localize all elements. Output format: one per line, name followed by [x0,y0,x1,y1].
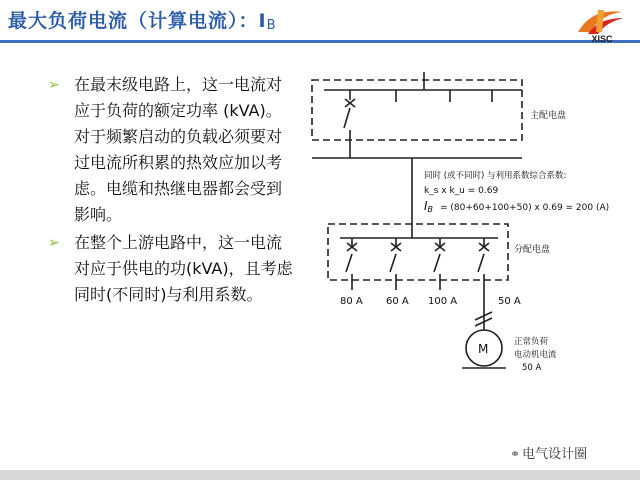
bullet-list [48,72,294,310]
main-panel-box [312,80,522,140]
wechat-icon: ⚭ [510,447,521,461]
motor-caption-2: 电动机电流 [514,350,557,360]
page-title [8,6,277,33]
ib-formula: = (80+60+100+50) x 0.69 = 200 (A) [440,203,610,213]
branch-breakers [346,238,489,330]
circuit-diagram [300,68,630,388]
sub-panel-label: 分配电盘 [514,245,551,255]
motor-caption-3: 50 A [522,363,542,373]
footer-bar [0,470,640,480]
bullet-text: 在最末级电路上，这一电流对应于负荷的额定功率 (kVA)。对于频繁启动的负载必须要对过电流所积累的热效应加以考虑。电缆和热继电器都会受到影响。 [74,75,283,224]
branch-current-1: 80 A [340,296,363,307]
branch-current-4: 50 A [498,296,521,307]
title-symbol: I [258,10,267,32]
title-text: 最大负荷电流（计算电流）： [8,10,259,32]
main-panel-label: 主配电盘 [530,111,567,121]
watermark [510,443,587,462]
main-breaker-switch [344,108,350,128]
watermark-text: 电气设计圈 [522,447,588,462]
bullet-arrow-icon: ➢ [48,77,60,93]
motor-symbol: M [478,342,489,356]
sub-panel-box [328,224,508,280]
factor-note: 同时 (或不同时) 与利用系数综合系数: [424,171,567,181]
bullet-item [48,72,294,228]
ks-ku-value: k_s x k_u = 0.69 [424,186,499,196]
branch-current-3: 100 A [428,296,458,307]
bullet-item [48,230,294,308]
bullet-text: 在整个上游电路中，这一电流对应于供电的功(kVA)，且考虑同时(不同时)与利用系数。 [74,233,293,304]
branch-current-2: 60 A [386,296,409,307]
title-rule [0,40,640,43]
title-subscript: B [266,18,277,33]
bullet-arrow-icon: ➢ [48,235,60,251]
motor-caption-1: 正常负荷 [514,337,549,347]
logo-text: XISC [591,34,613,44]
ib-symbol: IB [424,199,434,214]
